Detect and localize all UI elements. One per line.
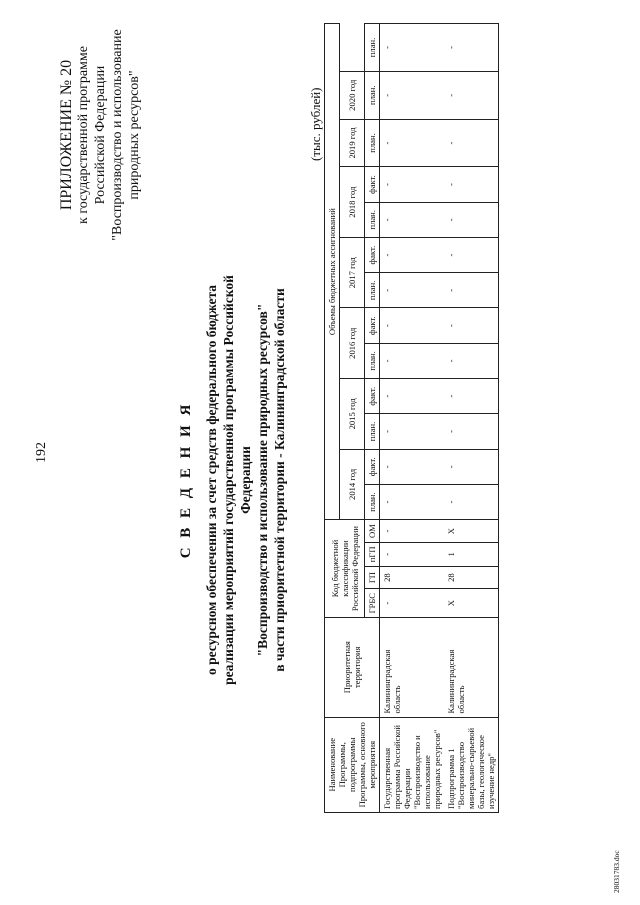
row-code: 1 xyxy=(444,543,499,567)
row-value: - xyxy=(444,379,499,414)
row-value: - xyxy=(444,484,499,519)
row-value: - xyxy=(380,119,445,167)
row-value: - xyxy=(444,167,499,202)
row-value: - xyxy=(380,379,445,414)
units-label: (тыс. рублей) xyxy=(308,87,323,161)
row-value: - xyxy=(444,273,499,308)
row-value: - xyxy=(380,237,445,272)
row-territory: Калининградская область xyxy=(380,617,445,717)
row-value: - xyxy=(380,449,445,484)
row-value: - xyxy=(444,308,499,343)
code-col-om: ОМ xyxy=(365,520,380,543)
plan-header: план. xyxy=(365,414,380,449)
plan-header: план. xyxy=(365,202,380,237)
plan-header: план. xyxy=(365,484,380,519)
plan-header: план. xyxy=(365,343,380,378)
row-value: - xyxy=(444,449,499,484)
appendix-heading xyxy=(58,20,143,250)
row-value: - xyxy=(444,237,499,272)
row-value: - xyxy=(444,202,499,237)
row-value: - xyxy=(380,273,445,308)
appendix-line: Российской Федерации xyxy=(93,65,108,205)
row-code: X xyxy=(444,589,499,617)
row-value: - xyxy=(444,24,499,72)
fact-header: факт. xyxy=(365,167,380,202)
title-line: в части приоритетной территории - Калининградской области xyxy=(272,288,287,672)
plan-header: план. xyxy=(365,71,380,119)
budget-table xyxy=(324,23,499,813)
fact-header: факт. xyxy=(365,308,380,343)
row-value: - xyxy=(444,343,499,378)
title-heading: С В Е Д Е Н И Я xyxy=(178,401,194,559)
fact-header: факт. xyxy=(365,237,380,272)
fact-header: факт. xyxy=(365,449,380,484)
year-header: 2018 год xyxy=(340,167,365,238)
row-code: 28 xyxy=(444,566,499,589)
row-name: Подпрограмма 1 "Воспроизводство минерально-сырьевой базы, геологическое изучение недр" xyxy=(444,717,499,812)
appendix-line: "Воспроизводство и использование xyxy=(110,29,125,241)
col-header-name: Наименование Программы, подпрограммы Программы, основного мероприятия xyxy=(325,717,380,812)
row-code: X xyxy=(444,520,499,543)
col-header-code: Код бюджетной классификации Российской Федерации xyxy=(325,520,365,618)
appendix-line: к государственной программе xyxy=(76,46,91,224)
year-header: 2020 год xyxy=(340,71,365,119)
row-value: - xyxy=(380,343,445,378)
title-line: "Воспроизводство и использование природных ресурсов" xyxy=(255,303,270,657)
code-col-gp: ГП xyxy=(365,566,380,589)
year-header: 2015 год xyxy=(340,379,365,450)
appendix-number: ПРИЛОЖЕНИЕ № 20 xyxy=(58,59,75,211)
title-line: о ресурсном обеспечении за счет средств федерального бюджета xyxy=(204,284,219,676)
row-value: - xyxy=(380,202,445,237)
table-row xyxy=(380,24,445,813)
row-code: - xyxy=(380,589,445,617)
year-header: 2017 год xyxy=(340,237,365,308)
page-number: 192 xyxy=(34,442,49,463)
row-code: - xyxy=(380,520,445,543)
document-title xyxy=(178,250,288,710)
row-name: Государственная программа Российской Федерации "Воспроизводство и использование природных ресурсов" xyxy=(380,717,445,812)
row-value: - xyxy=(380,71,445,119)
row-value: - xyxy=(444,414,499,449)
plan-header: план. xyxy=(365,119,380,167)
row-value: - xyxy=(380,308,445,343)
row-value: - xyxy=(380,167,445,202)
year-header: 2016 год xyxy=(340,308,365,379)
row-value: - xyxy=(380,414,445,449)
row-code: - xyxy=(380,543,445,567)
code-col-grbs: ГРБС xyxy=(365,589,380,617)
document-footer: 28031783.doc xyxy=(612,850,621,893)
col-header-volumes: Объемы бюджетных ассигнований xyxy=(325,24,340,520)
year-header: 2014 год xyxy=(340,449,365,520)
year-header: 2019 год xyxy=(340,119,365,167)
row-territory: Калининградская область xyxy=(444,617,499,717)
code-col-pgp: пГП xyxy=(365,543,380,567)
row-code: 28 xyxy=(380,566,445,589)
plan-header: план. xyxy=(365,273,380,308)
row-value: - xyxy=(444,71,499,119)
plan-header: план. xyxy=(365,24,380,72)
col-header-territory: Приоритетная территория xyxy=(325,617,380,717)
row-value: - xyxy=(444,119,499,167)
row-value: - xyxy=(380,24,445,72)
table-row xyxy=(444,24,499,813)
row-value: - xyxy=(380,484,445,519)
appendix-line: природных ресурсов" xyxy=(127,70,142,200)
fact-header: факт. xyxy=(365,379,380,414)
title-line: реализации мероприятий государственной программы Российской Федерации xyxy=(221,275,253,685)
